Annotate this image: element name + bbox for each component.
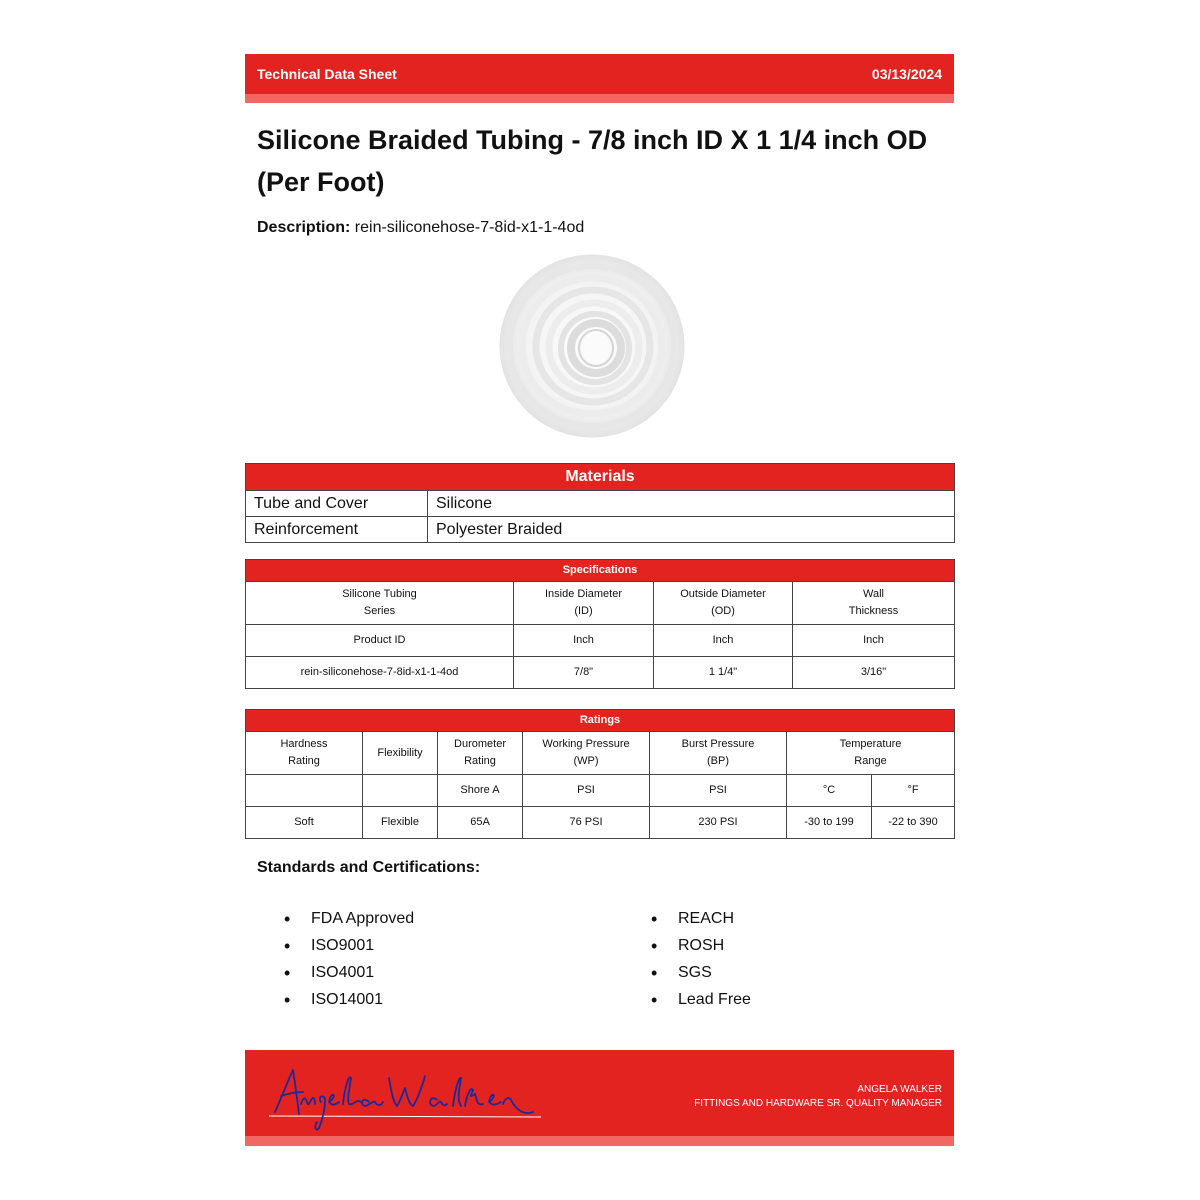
material-value: Silicone — [428, 491, 955, 517]
table-row — [246, 582, 955, 625]
table-row — [246, 775, 955, 807]
column-header: Silicone Tubing Series — [246, 582, 514, 625]
list-item: • Lead Free — [651, 991, 751, 1018]
header-stripe — [245, 94, 954, 103]
material-label: Reinforcement — [246, 517, 428, 543]
specifications-table — [245, 559, 955, 689]
certifications-list-right — [651, 910, 751, 1018]
column-header: Temperature Range — [787, 732, 955, 775]
unit-cell: Inch — [793, 625, 955, 657]
ratings-heading: Ratings — [246, 710, 955, 732]
column-header: Inside Diameter (ID) — [514, 582, 654, 625]
specifications-heading: Specifications — [246, 560, 955, 582]
column-header: Burst Pressure (BP) — [650, 732, 787, 775]
table-row — [246, 732, 955, 775]
unit-cell: Inch — [654, 625, 793, 657]
column-header: Working Pressure (WP) — [523, 732, 650, 775]
materials-heading: Materials — [246, 464, 955, 491]
certifications-list-left — [284, 910, 414, 1018]
product-description — [257, 219, 942, 237]
materials-table — [245, 463, 955, 543]
value-cell: Flexible — [363, 807, 438, 839]
list-item: • ISO9001 — [284, 937, 414, 964]
list-item: • ROSH — [651, 937, 751, 964]
column-header: Durometer Rating — [438, 732, 523, 775]
signer-block — [694, 1083, 942, 1111]
description-label: Description: — [257, 219, 351, 236]
value-cell: Soft — [246, 807, 363, 839]
signer-name: ANGELA WALKER — [857, 1084, 942, 1095]
list-item: • SGS — [651, 964, 751, 991]
table-row — [246, 625, 955, 657]
column-header: Outside Diameter (OD) — [654, 582, 793, 625]
column-header: Flexibility — [363, 732, 438, 775]
unit-cell: Shore A — [438, 775, 523, 807]
value-cell: 7/8" — [514, 657, 654, 689]
signature-footer — [245, 1050, 954, 1136]
unit-cell: °C — [787, 775, 872, 807]
description-value: rein-siliconehose-7-8id-x1-1-4od — [354, 219, 585, 236]
unit-cell: Inch — [514, 625, 654, 657]
unit-cell: PSI — [650, 775, 787, 807]
unit-cell: Product ID — [246, 625, 514, 657]
table-row — [246, 657, 955, 689]
value-cell: rein-siliconehose-7-8id-x1-1-4od — [246, 657, 514, 689]
header-bar — [245, 54, 954, 94]
value-cell: 230 PSI — [650, 807, 787, 839]
value-cell: 65A — [438, 807, 523, 839]
unit-cell — [363, 775, 438, 807]
material-label: Tube and Cover — [246, 491, 428, 517]
tubing-coil-image — [497, 250, 687, 440]
material-value: Polyester Braided — [428, 517, 955, 543]
table-row — [246, 491, 955, 517]
table-row — [246, 807, 955, 839]
value-cell: 1 1/4" — [654, 657, 793, 689]
value-cell: 3/16" — [793, 657, 955, 689]
list-item: • FDA Approved — [284, 910, 414, 937]
list-item: • REACH — [651, 910, 751, 937]
value-cell: -22 to 390 — [872, 807, 955, 839]
value-cell: -30 to 199 — [787, 807, 872, 839]
handwritten-signature — [265, 1056, 545, 1136]
data-sheet — [245, 54, 954, 1109]
footer-stripe — [245, 1136, 954, 1146]
list-item: • ISO4001 — [284, 964, 414, 991]
list-item: • ISO14001 — [284, 991, 414, 1018]
document-date: 03/13/2024 — [871, 66, 942, 82]
signer-title: FITTINGS AND HARDWARE SR. QUALITY MANAGER — [694, 1098, 942, 1109]
column-header: Hardness Rating — [246, 732, 363, 775]
product-title: Silicone Braided Tubing - 7/8 inch ID X 1 1/4 inch OD (Per Foot) — [257, 125, 928, 197]
document-type: Technical Data Sheet — [257, 66, 397, 82]
ratings-table — [245, 709, 955, 839]
column-header: Wall Thickness — [793, 582, 955, 625]
unit-cell — [246, 775, 363, 807]
unit-cell: °F — [872, 775, 955, 807]
table-row — [246, 517, 955, 543]
unit-cell: PSI — [523, 775, 650, 807]
standards-title: Standards and Certifications: — [257, 859, 481, 876]
value-cell: 76 PSI — [523, 807, 650, 839]
